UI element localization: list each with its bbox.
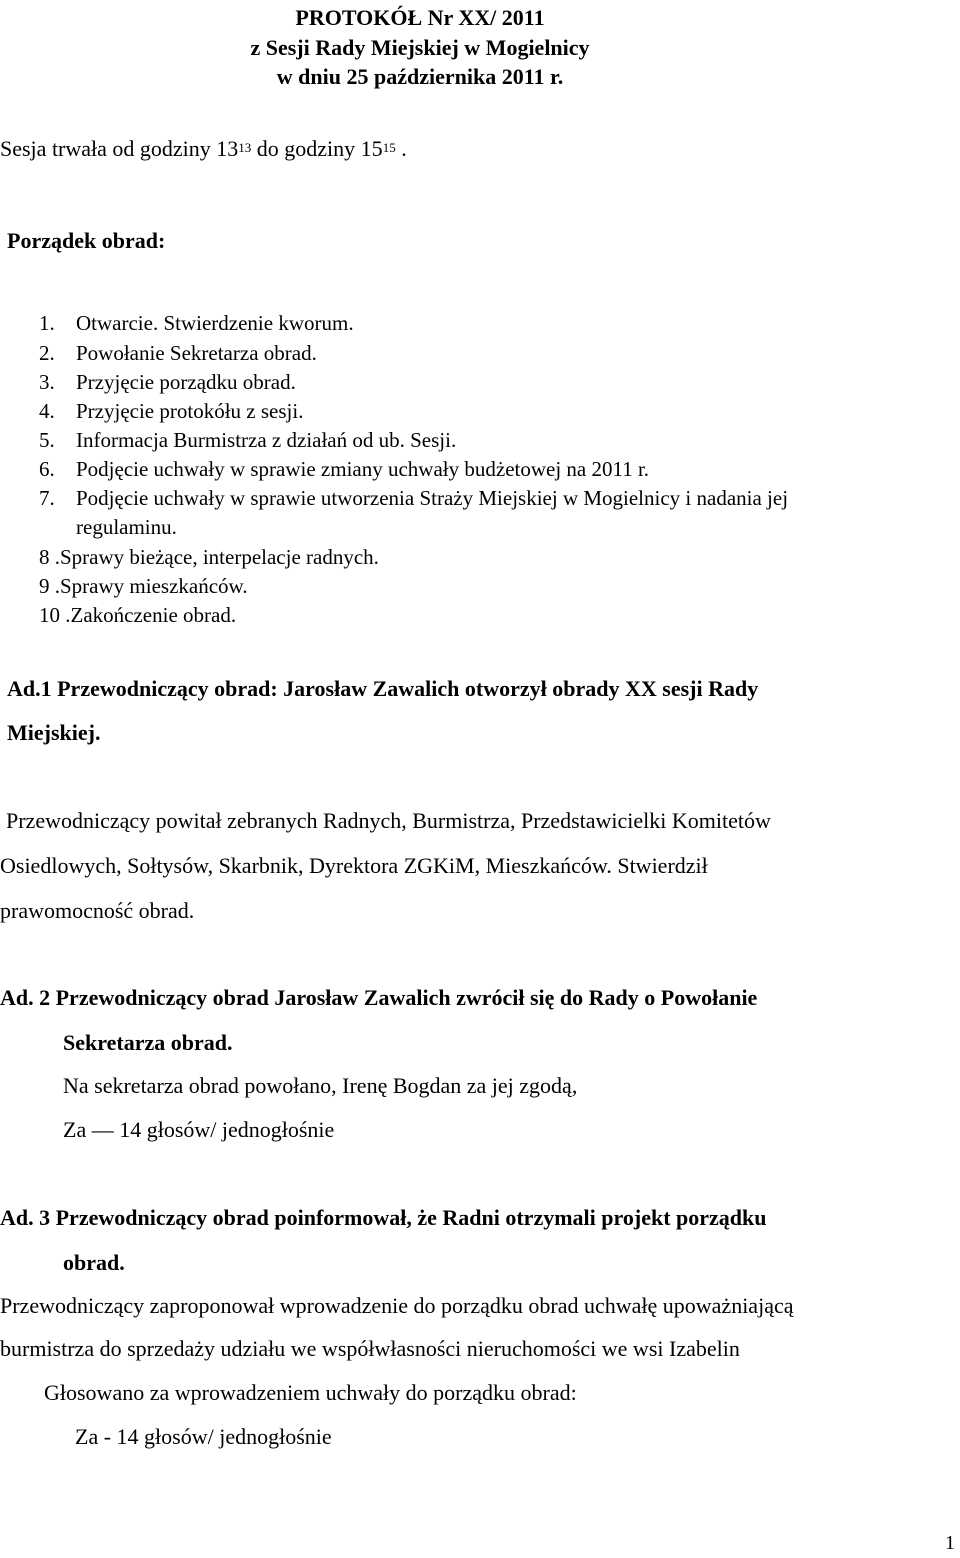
agenda-item [39,603,236,628]
ad1-body-line2: Osiedlowych, Sołtysów, Skarbnik, Dyrektora ZGKiM, Mieszkańców. Stwierdził [0,853,708,878]
agenda-item-number: 10 . [39,603,71,627]
agenda-item-number: 3. [39,370,55,394]
ad3-body-line2: burmistrza do sprzedaży udziału we współwłasności nieruchomości we wsi Izabelin [0,1336,740,1361]
agenda-item-number: 4. [39,399,55,423]
ad1-body-line1: Przewodniczący powitał zebranych Radnych, Burmistrza, Przedstawicielki Komitetów [6,808,771,833]
session-end-minutes: 15 [382,140,396,155]
agenda-item-text: Przyjęcie porządku obrad. [76,370,296,394]
ad2-heading-line1: Ad. 2 Przewodniczący obrad Jarosław Zawalich zwrócił się do Rady o Powołanie [0,985,758,1010]
agenda-item-number: 6. [39,457,55,481]
agenda-item-number: 1. [39,311,55,335]
agenda-item-text: Sprawy mieszkańców. [60,574,248,598]
protocol-title: PROTOKÓŁ Nr XX/ 2011 [295,5,545,30]
agenda-item [39,311,354,336]
agenda-item [39,428,456,453]
agenda-item-number: 7. [39,486,55,510]
agenda-item-text: Informacja Burmistrza z działań od ub. Sesji. [76,428,457,452]
agenda-item-continuation: regulaminu. [76,515,177,539]
agenda-item [39,545,379,570]
ad1-body-line3: prawomocność obrad. [0,898,195,923]
session-duration-prefix: Sesja trwała od godziny 13 [0,136,239,161]
session-subtitle: z Sesji Rady Miejskiej w Mogielnicy [250,35,590,60]
session-duration-suffix: . [395,136,407,161]
agenda-item-number: 9 . [39,574,60,598]
session-duration-middle: do godziny 15 [251,136,383,161]
agenda-item-text: Sprawy bieżące, interpelacje radnych. [60,545,379,569]
agenda-item [39,457,649,482]
agenda-item [39,370,296,395]
session-date: w dniu 25 października 2011 r. [276,64,564,89]
agenda-item [39,341,317,366]
agenda-item-number: 5. [39,428,55,452]
agenda-item [39,486,788,511]
ad2-body-line2: Za — 14 głosów/ jednogłośnie [63,1117,335,1142]
ad1-heading-line2: Miejskiej. [7,720,101,745]
ad3-body-line3: Głosowano za wprowadzeniem uchwały do porządku obrad: [44,1380,577,1405]
agenda-item-text: Otwarcie. Stwierdzenie kworum. [76,311,354,335]
ad3-heading-line1: Ad. 3 Przewodniczący obrad poinformował, że Radni otrzymali projekt porządku [0,1205,767,1230]
ad2-heading-line2: Sekretarza obrad. [63,1030,233,1055]
agenda-item-text: Podjęcie uchwały w sprawie utworzenia Straży Miejskiej w Mogielnicy i nadania jej [76,486,789,510]
agenda-item-text: Przyjęcie protokółu z sesji. [76,399,304,423]
ad2-body-line1: Na sekretarza obrad powołano, Irenę Bogdan za jej zgodą, [63,1073,578,1098]
ad3-heading-line2: obrad. [63,1250,125,1275]
ad1-heading-line1: Ad.1 Przewodniczący obrad: Jarosław Zawalich otworzył obrady XX sesji Rady [7,676,759,701]
agenda-item-number: 2. [39,341,55,365]
agenda-item [39,399,303,424]
agenda-item-text: Zakończenie obrad. [70,603,237,627]
agenda-item-text: Podjęcie uchwały w sprawie zmiany uchwały budżetowej na 2011 r. [76,457,650,481]
agenda-item-number: 8 . [39,545,60,569]
ad3-body-line1: Przewodniczący zaproponował wprowadzenie do porządku obrad uchwałę upoważniającą [0,1293,794,1318]
agenda-item-text: Powołanie Sekretarza obrad. [76,341,317,365]
session-start-minutes: 13 [238,140,252,155]
page-number: 1 [945,1532,955,1554]
agenda-item [39,574,248,599]
agenda-heading: Porządek obrad: [7,228,166,253]
session-duration [0,136,407,162]
ad3-body-line4: Za - 14 głosów/ jednogłośnie [75,1424,332,1449]
